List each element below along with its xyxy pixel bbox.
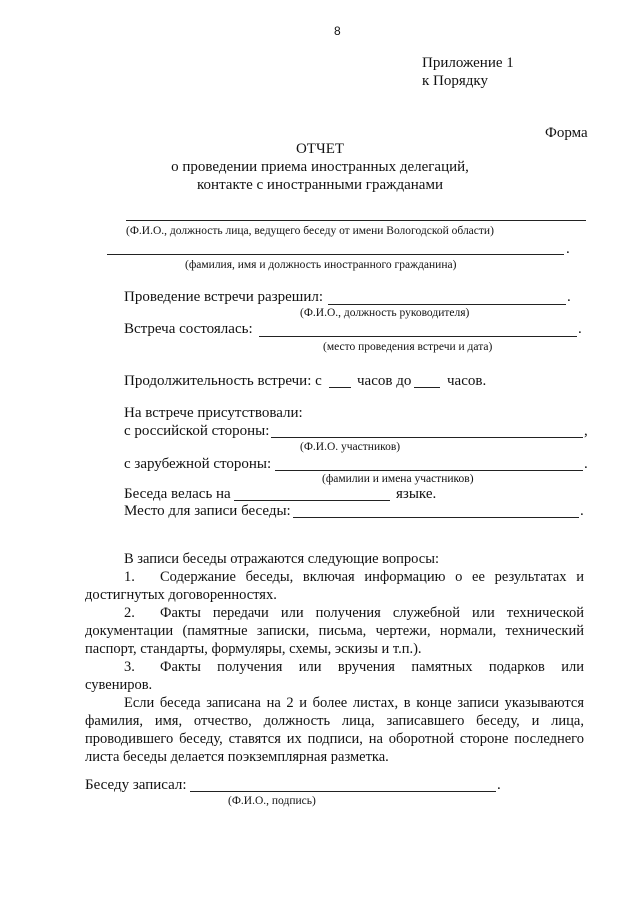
form-label: Форма xyxy=(545,125,588,141)
permit-caption: (Ф.И.О., должность руководителя) xyxy=(300,307,470,319)
duration-hours-to: часов до xyxy=(357,373,412,389)
note-line3: проводившего беседу, ставятся их подписи, на оборотной стороне последнего xyxy=(85,731,584,747)
item2-line2: документации (памятные записки, письма, чертежи, нормали, технический xyxy=(85,623,584,639)
foreign-side-field-line[interactable] xyxy=(275,470,583,471)
permit-field-line[interactable] xyxy=(328,304,566,305)
duration-hours-end: часов. xyxy=(447,373,487,389)
language-field-line[interactable] xyxy=(234,500,390,501)
item1-line2: достигнутых договоренностях. xyxy=(85,587,277,603)
item3-line2: сувениров. xyxy=(85,677,153,693)
foreign-citizen-field-line[interactable] xyxy=(107,254,564,255)
record-place-field-line[interactable] xyxy=(293,517,579,518)
permit-label: Проведение встречи разрешил: xyxy=(124,289,324,305)
item2-line1: Факты передачи или получения служебной или технической xyxy=(160,605,584,621)
item2-number: 2. xyxy=(124,605,135,621)
duration-from-field[interactable] xyxy=(329,387,351,388)
page-number: 8 xyxy=(334,24,341,38)
foreign-citizen-caption: (фамилия, имя и должность иностранного гражданина) xyxy=(185,259,457,271)
signature-caption: (Ф.И.О., подпись) xyxy=(228,795,316,807)
period-mark: . xyxy=(584,456,588,472)
questions-intro: В записи беседы отражаются следующие вопросы: xyxy=(124,551,439,567)
item2-line3: паспорт, стандарты, формуляры, схемы, эскизы и т.п.). xyxy=(85,641,422,657)
russian-side-field-line[interactable] xyxy=(271,437,583,438)
comma-mark: , xyxy=(584,423,588,439)
note-line2: фамилия, имя, отчество, должность лица, записавшего беседу, и лица, xyxy=(85,713,584,729)
period-mark: . xyxy=(566,241,570,257)
period-mark: . xyxy=(580,503,584,519)
present-label: На встрече присутствовали: xyxy=(124,405,303,421)
title-line1: о проведении приема иностранных делегаций, xyxy=(171,159,469,175)
period-mark: . xyxy=(578,321,582,337)
foreign-side-label: с зарубежной стороны: xyxy=(124,456,272,472)
note-line1: Если беседа записана на 2 и более листах, в конце записи указываются xyxy=(124,695,584,711)
document-title: ОТЧЕТ xyxy=(295,141,345,157)
signature-label: Беседу записал: xyxy=(85,777,187,793)
appendix-line1: Приложение 1 xyxy=(422,55,514,71)
duration-label: Продолжительность встречи: с xyxy=(124,373,322,389)
period-mark: . xyxy=(497,777,501,793)
item1-number: 1. xyxy=(124,569,135,585)
appendix-line2: к Порядку xyxy=(422,73,488,89)
held-label: Встреча состоялась: xyxy=(124,321,253,337)
note-line4: листа беседы делается поэкземплярная разметка. xyxy=(85,749,389,765)
duration-to-field[interactable] xyxy=(414,387,440,388)
signature-field-line[interactable] xyxy=(190,791,496,792)
period-mark: . xyxy=(567,289,571,305)
record-place-label: Место для записи беседы: xyxy=(124,503,291,519)
item3-line1: Факты получения или вручения памятных подарков или xyxy=(160,659,584,675)
foreign-side-caption: (фамилии и имена участников) xyxy=(322,473,474,485)
language-label: Беседа велась на xyxy=(124,486,231,502)
item1-line1: Содержание беседы, включая информацию о ее результатах и xyxy=(160,569,584,585)
item3-number: 3. xyxy=(124,659,135,675)
host-caption: (Ф.И.О., должность лица, ведущего беседу от имени Вологодской области) xyxy=(126,225,494,237)
title-line2: контакте с иностранными гражданами xyxy=(197,177,443,193)
language-suffix: языке. xyxy=(396,486,437,502)
held-caption: (место проведения встречи и дата) xyxy=(323,341,493,353)
held-field-line[interactable] xyxy=(259,336,577,337)
russian-side-label: с российской стороны: xyxy=(124,423,270,439)
russian-side-caption: (Ф.И.О. участников) xyxy=(300,441,401,453)
host-field-line[interactable] xyxy=(126,220,586,221)
